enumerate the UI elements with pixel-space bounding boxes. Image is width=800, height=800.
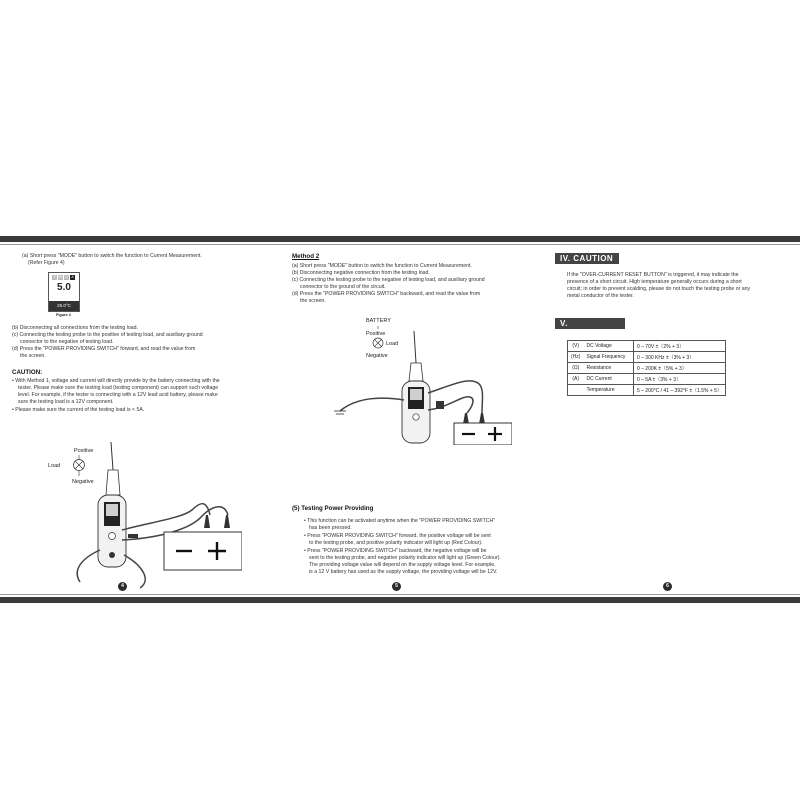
mode-resistance-icon: Ω bbox=[65, 275, 68, 279]
step-a-ref: (Refer Figure 4) bbox=[28, 260, 65, 266]
row-value: 0 – 200K ±（5% + 3） bbox=[633, 363, 725, 374]
bullet-1-cont: has been pressed. bbox=[309, 525, 352, 531]
manual-page-6 bbox=[555, 250, 790, 595]
row-value: 5 – 200°C / 41 – 392°F ±（1.5% + 5） bbox=[633, 385, 725, 396]
step-d-cont: the screen. bbox=[20, 353, 46, 359]
caution-heading: CAUTION: bbox=[12, 369, 43, 376]
label-positive: Positive bbox=[366, 331, 386, 337]
bullet-3: • Press "POWER PROVIDING SWITCH" backward, the negative voltage will be bbox=[304, 548, 487, 554]
caution-line-3: level. For example, if the tester is connecting with a 12V lead acid battery, please make bbox=[18, 392, 218, 398]
tester-wiring-diagram-middle bbox=[332, 315, 512, 445]
label-battery: BATTERY bbox=[366, 318, 391, 324]
mode-indicator-row bbox=[49, 273, 79, 280]
bullet-1: • This function can be activated anytime when the "POWER PROVIDING SWITCH" bbox=[304, 518, 496, 524]
battery-icon bbox=[164, 532, 242, 570]
label-negative: Negative bbox=[366, 353, 388, 359]
step-d: (d) Press the "POWER PROVIDING SWITCH" backward, and read the value from bbox=[292, 291, 481, 297]
display-value: 5.0 bbox=[57, 282, 71, 293]
step-b: (b) Disconnecting negative connection from the testing load. bbox=[292, 270, 430, 276]
testing-power-providing-heading: (5) Testing Power Providing bbox=[292, 505, 374, 512]
top-divider bbox=[0, 244, 800, 245]
step-d: (d) Press the "POWER PROVIDING SWITCH" forward, and read the value from bbox=[12, 346, 196, 352]
step-a: (a) Short press "MODE" button to switch the function to Current Measurement. bbox=[22, 253, 202, 259]
caution-text-4: metal conductor of the tester. bbox=[567, 293, 634, 299]
label-load: Load bbox=[48, 463, 61, 469]
step-c-cont: connector to the negative of testing load. bbox=[20, 339, 114, 345]
page-number-4: 4 bbox=[118, 582, 127, 591]
page-number-6: 6 bbox=[663, 582, 672, 591]
caution-text-1: If the "OVER-CURRENT RESET BUTTON" is triggered, it may indicate the bbox=[567, 272, 739, 278]
mode-frequency-icon: Hz bbox=[58, 275, 63, 279]
row-value: 0 – 300 KHz ±（3% + 3） bbox=[633, 352, 725, 363]
method-2-heading: Method 2 bbox=[292, 253, 320, 260]
display-temperature: 25.0°C bbox=[49, 301, 79, 311]
manual-page-4 bbox=[12, 250, 257, 595]
row-symbol: (Hz) bbox=[568, 352, 584, 363]
clamp-positive-icon bbox=[204, 515, 210, 528]
accuracy-row-dc-voltage bbox=[568, 341, 726, 352]
caution-banner: IV. CAUTION bbox=[555, 253, 619, 264]
figure-caption: Figure 4 bbox=[56, 313, 71, 317]
accuracy-banner: V. ACCURACY bbox=[555, 318, 625, 329]
accuracy-row-dc-current bbox=[568, 374, 726, 385]
bullet-2-cont: to the testing probe, and positive polarity indicator will light up (Red Colour). bbox=[309, 540, 483, 546]
accuracy-row-resistance bbox=[568, 363, 726, 374]
label-positive: Positive bbox=[74, 448, 94, 454]
label-load: Load bbox=[386, 341, 399, 347]
display-figure bbox=[48, 272, 80, 312]
caution-line-1: • With Method 1, voltage and current will directly provide by the battery connecting with the bbox=[12, 378, 220, 384]
caution-text-2: presence of a short circuit. High temperature generally occurs during a short bbox=[567, 279, 742, 285]
bottom-band bbox=[0, 597, 800, 603]
row-symbol: (V) bbox=[568, 341, 584, 352]
bullet-2: • Press "POWER PROVIDING SWITCH" forward, the positive voltage will be sent bbox=[304, 533, 491, 539]
bullet-3-cont-2: The providing voltage value will depend on the supply voltage level. For example, bbox=[309, 562, 496, 568]
row-symbol: (A) bbox=[568, 374, 584, 385]
row-value: 0 – 70V ±（2% + 3） bbox=[633, 341, 725, 352]
accuracy-row-temperature bbox=[568, 385, 726, 396]
caution-line-4: sure the testing load is a 12V component. bbox=[18, 399, 114, 405]
caution-line-5: • Please make sure the current of the testing load is < 5A. bbox=[12, 407, 145, 413]
caution-line-2: tester. Please make sure the testing load (testing component) can support such voltage bbox=[18, 385, 219, 391]
row-name: Signal Frequency bbox=[583, 352, 633, 363]
step-b: (b) Disconnecting all connections from the testing load. bbox=[12, 325, 139, 331]
row-name: Resistance bbox=[583, 363, 633, 374]
clamp-negative-icon bbox=[479, 413, 485, 424]
mode-current-icon: A bbox=[71, 275, 74, 279]
accuracy-row-signal-frequency bbox=[568, 352, 726, 363]
bullet-3-cont-3: is a 12 V battery has used as the supply voltage, the providing voltage will be 12V. bbox=[309, 569, 498, 575]
step-d-cont: the screen. bbox=[300, 298, 326, 304]
row-value: 0 – 5A ±（3% + 3） bbox=[633, 374, 725, 385]
tester-wiring-diagram-left bbox=[42, 440, 242, 590]
row-symbol bbox=[568, 385, 584, 396]
top-band bbox=[0, 236, 800, 242]
step-c-cont: connector to the ground of the circuit. bbox=[300, 284, 386, 290]
manual-page-5 bbox=[292, 250, 532, 595]
mode-voltage-icon: V bbox=[53, 275, 56, 279]
step-c: (c) Connecting the testing probe to the negative of testing load, and auxiliary ground bbox=[292, 277, 485, 283]
page-number-5: 5 bbox=[392, 582, 401, 591]
clamp-negative-icon bbox=[224, 515, 230, 528]
accuracy-table bbox=[567, 340, 726, 396]
caution-text-3: circuit; in order to prevent scalding, please do not touch the testing probe or any bbox=[567, 286, 751, 292]
row-symbol: (Ω) bbox=[568, 363, 584, 374]
label-negative: Negative bbox=[72, 479, 94, 485]
clamp-positive-icon bbox=[463, 413, 469, 424]
row-name: DC Current bbox=[583, 374, 633, 385]
row-name: Temperature bbox=[583, 385, 633, 396]
step-a: (a) Short press "MODE" button to switch the function to Current Measurement. bbox=[292, 263, 472, 269]
bullet-3-cont-1: sent to the testing probe, and negative polarity indicator will light up (Green Colour). bbox=[309, 555, 501, 561]
row-name: DC Voltage bbox=[583, 341, 633, 352]
step-c: (c) Connecting the testing probe to the positive of testing load, and auxiliary ground bbox=[12, 332, 203, 338]
